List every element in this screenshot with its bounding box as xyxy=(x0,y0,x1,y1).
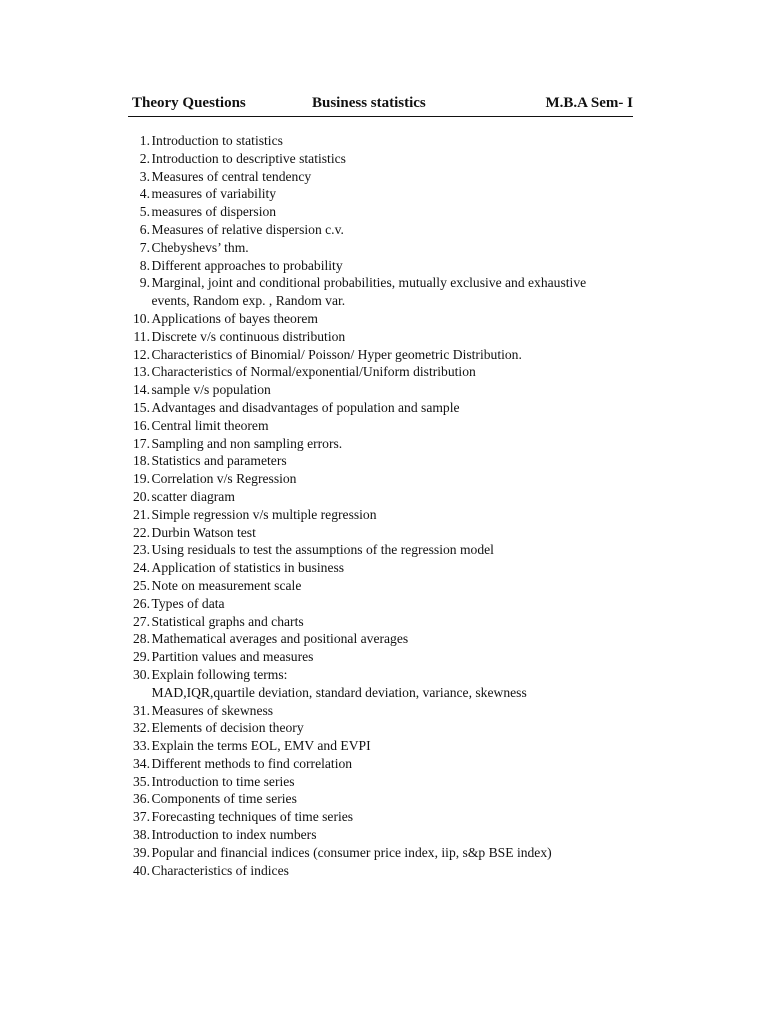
question-text xyxy=(151,737,371,755)
question-item xyxy=(126,150,646,168)
question-item xyxy=(126,452,646,470)
question-text-line: Types of data xyxy=(151,595,225,611)
question-number: 39. xyxy=(133,844,150,860)
question-number: 32. xyxy=(133,720,150,736)
question-text xyxy=(151,346,522,364)
question-text-line: Components of time series xyxy=(151,791,297,807)
question-text xyxy=(151,221,344,239)
question-text xyxy=(151,808,353,826)
question-item xyxy=(126,808,646,826)
question-text-line: scatter diagram xyxy=(151,488,235,504)
question-item xyxy=(126,541,646,559)
question-text xyxy=(151,185,276,203)
question-text-line: Central limit theorem xyxy=(151,417,269,433)
question-list xyxy=(126,132,646,879)
question-number: 3. xyxy=(139,168,150,184)
question-text-line: Introduction to statistics xyxy=(151,133,283,148)
question-number: 40. xyxy=(133,862,150,878)
question-item xyxy=(126,862,646,880)
question-item xyxy=(126,630,646,648)
question-text-line: sample v/s population xyxy=(151,382,271,398)
question-text xyxy=(151,257,343,275)
question-text xyxy=(151,524,256,542)
question-text xyxy=(151,773,295,791)
question-text xyxy=(151,328,345,346)
question-text xyxy=(151,488,235,506)
question-text xyxy=(151,363,476,381)
question-item xyxy=(126,773,646,791)
question-text-line: Durbin Watson test xyxy=(151,524,256,540)
question-text-line: Applications of bayes theorem xyxy=(151,310,318,326)
question-text xyxy=(151,274,586,310)
question-text xyxy=(151,755,352,773)
question-number: 9. xyxy=(139,275,150,291)
header-title-left: Theory Questions xyxy=(132,95,246,111)
question-item xyxy=(126,435,646,453)
question-item xyxy=(126,203,646,221)
question-text xyxy=(151,399,460,417)
question-item xyxy=(126,577,646,595)
question-text xyxy=(151,435,342,453)
question-text xyxy=(151,844,552,862)
question-item xyxy=(126,666,646,702)
question-text-line: Using residuals to test the assumptions of the regression model xyxy=(151,542,494,558)
question-text xyxy=(151,417,269,435)
question-text-line: Forecasting techniques of time series xyxy=(151,809,354,825)
question-text-line: Explain following terms: xyxy=(151,666,288,682)
document-header xyxy=(128,94,633,117)
question-text xyxy=(151,381,271,399)
question-text-line: Characteristics of Normal/exponential/Uniform distribution xyxy=(151,364,476,380)
question-text xyxy=(151,630,408,648)
question-text-line: Note on measurement scale xyxy=(151,577,302,593)
question-text xyxy=(151,577,301,595)
question-text xyxy=(151,150,346,168)
question-item xyxy=(126,719,646,737)
question-number: 2. xyxy=(139,150,150,166)
question-text-line: Elements of decision theory xyxy=(151,720,304,736)
header-subject: Business statistics xyxy=(312,95,426,111)
question-item xyxy=(126,274,646,310)
question-number: 36. xyxy=(133,791,150,807)
question-item xyxy=(126,132,646,150)
question-number: 19. xyxy=(133,471,150,487)
question-item xyxy=(126,470,646,488)
question-text-line: Characteristics of Binomial/ Poisson/ Hyper geometric Distribution. xyxy=(151,346,522,362)
question-item xyxy=(126,257,646,275)
question-number: 1. xyxy=(139,133,150,148)
question-text xyxy=(151,862,289,880)
question-number: 8. xyxy=(139,257,150,273)
question-text-line: Sampling and non sampling errors. xyxy=(151,435,343,451)
question-item xyxy=(126,559,646,577)
question-number: 30. xyxy=(133,666,150,682)
question-item xyxy=(126,381,646,399)
question-item xyxy=(126,399,646,417)
question-item xyxy=(126,168,646,186)
question-number: 11. xyxy=(133,328,150,344)
question-text xyxy=(151,452,287,470)
question-text-line: Introduction to index numbers xyxy=(151,827,317,843)
question-item xyxy=(126,613,646,631)
question-number: 18. xyxy=(133,453,150,469)
question-number: 6. xyxy=(139,221,150,237)
question-text-line: Explain the terms EOL, EMV and EVPI xyxy=(151,738,371,754)
question-text-line: events, Random exp. , Random var. xyxy=(151,293,346,309)
question-item xyxy=(126,844,646,862)
question-text-line: Popular and financial indices (consumer price index, iip, s&p BSE index) xyxy=(151,844,552,860)
question-item xyxy=(126,737,646,755)
question-item xyxy=(126,239,646,257)
question-number: 20. xyxy=(133,488,150,504)
question-text-line: Introduction to time series xyxy=(151,773,295,789)
question-text-line: Mathematical averages and positional averages xyxy=(151,631,409,647)
question-item xyxy=(126,595,646,613)
question-text-line: Different approaches to probability xyxy=(151,257,343,273)
question-text xyxy=(151,132,283,150)
question-number: 22. xyxy=(133,524,150,540)
question-text-line: Measures of skewness xyxy=(151,702,274,718)
question-text-line: MAD,IQR,quartile deviation, standard deviation, variance, skewness xyxy=(151,684,527,700)
question-text xyxy=(151,790,297,808)
question-text-line: Partition values and measures xyxy=(151,649,314,665)
question-item xyxy=(126,826,646,844)
question-number: 15. xyxy=(133,399,150,415)
question-text-line: Statistics and parameters xyxy=(151,453,287,469)
question-item xyxy=(126,346,646,364)
question-text xyxy=(151,168,311,186)
question-item xyxy=(126,524,646,542)
question-text xyxy=(151,702,273,720)
question-text-line: Introduction to descriptive statistics xyxy=(151,150,346,166)
question-number: 24. xyxy=(133,560,150,576)
question-text-line: Advantages and disadvantages of population and sample xyxy=(151,399,460,415)
question-number: 29. xyxy=(133,649,150,665)
question-number: 27. xyxy=(133,613,150,629)
question-number: 33. xyxy=(133,738,150,754)
question-text xyxy=(151,506,377,524)
question-number: 28. xyxy=(133,631,150,647)
question-item xyxy=(126,328,646,346)
question-text xyxy=(151,719,304,737)
question-text-line: measures of dispersion xyxy=(151,204,277,220)
question-text xyxy=(151,559,344,577)
question-text-line: Measures of relative dispersion c.v. xyxy=(151,221,344,237)
question-number: 17. xyxy=(133,435,150,451)
question-number: 5. xyxy=(139,204,150,220)
question-item xyxy=(126,702,646,720)
question-number: 16. xyxy=(133,417,150,433)
question-number: 21. xyxy=(133,506,150,522)
question-text xyxy=(151,826,316,844)
question-item xyxy=(126,488,646,506)
question-number: 12. xyxy=(133,346,150,362)
question-text xyxy=(151,648,313,666)
question-number: 38. xyxy=(133,827,150,843)
question-text-line: Discrete v/s continuous distribution xyxy=(151,328,346,344)
question-text-line: Application of statistics in business xyxy=(151,560,345,576)
question-item xyxy=(126,790,646,808)
question-number: 13. xyxy=(133,364,150,380)
question-number: 31. xyxy=(133,702,150,718)
question-number: 34. xyxy=(133,755,150,771)
question-text-line: Measures of central tendency xyxy=(151,168,312,184)
question-text-line: Characteristics of indices xyxy=(151,862,289,878)
question-number: 4. xyxy=(139,186,150,202)
question-text-line: Correlation v/s Regression xyxy=(151,471,297,487)
question-text-line: measures of variability xyxy=(151,186,277,202)
question-text xyxy=(151,310,318,328)
question-text-line: Simple regression v/s multiple regression xyxy=(151,506,377,522)
question-number: 37. xyxy=(133,809,150,825)
question-item xyxy=(126,310,646,328)
question-text-line: Statistical graphs and charts xyxy=(151,613,304,629)
question-text xyxy=(151,239,249,257)
question-item xyxy=(126,363,646,381)
header-course: M.B.A Sem- I xyxy=(545,95,633,111)
question-text-line: Different methods to find correlation xyxy=(151,755,353,771)
question-number: 10. xyxy=(133,310,150,326)
question-number: 23. xyxy=(133,542,150,558)
question-item xyxy=(126,506,646,524)
question-item xyxy=(126,417,646,435)
question-text xyxy=(151,541,494,559)
question-item xyxy=(126,755,646,773)
question-number: 14. xyxy=(133,382,150,398)
question-text xyxy=(151,666,527,702)
question-text-line: Chebyshevs’ thm. xyxy=(151,239,249,255)
question-item xyxy=(126,221,646,239)
question-text xyxy=(151,203,276,221)
question-text xyxy=(151,470,296,488)
question-text xyxy=(151,595,225,613)
question-number: 26. xyxy=(133,595,150,611)
question-text-line: Marginal, joint and conditional probabilities, mutually exclusive and exhaustive xyxy=(151,275,587,291)
question-number: 25. xyxy=(133,577,150,593)
question-number: 7. xyxy=(139,239,150,255)
question-text xyxy=(151,613,304,631)
question-number: 35. xyxy=(133,773,150,789)
question-item xyxy=(126,648,646,666)
question-item xyxy=(126,185,646,203)
